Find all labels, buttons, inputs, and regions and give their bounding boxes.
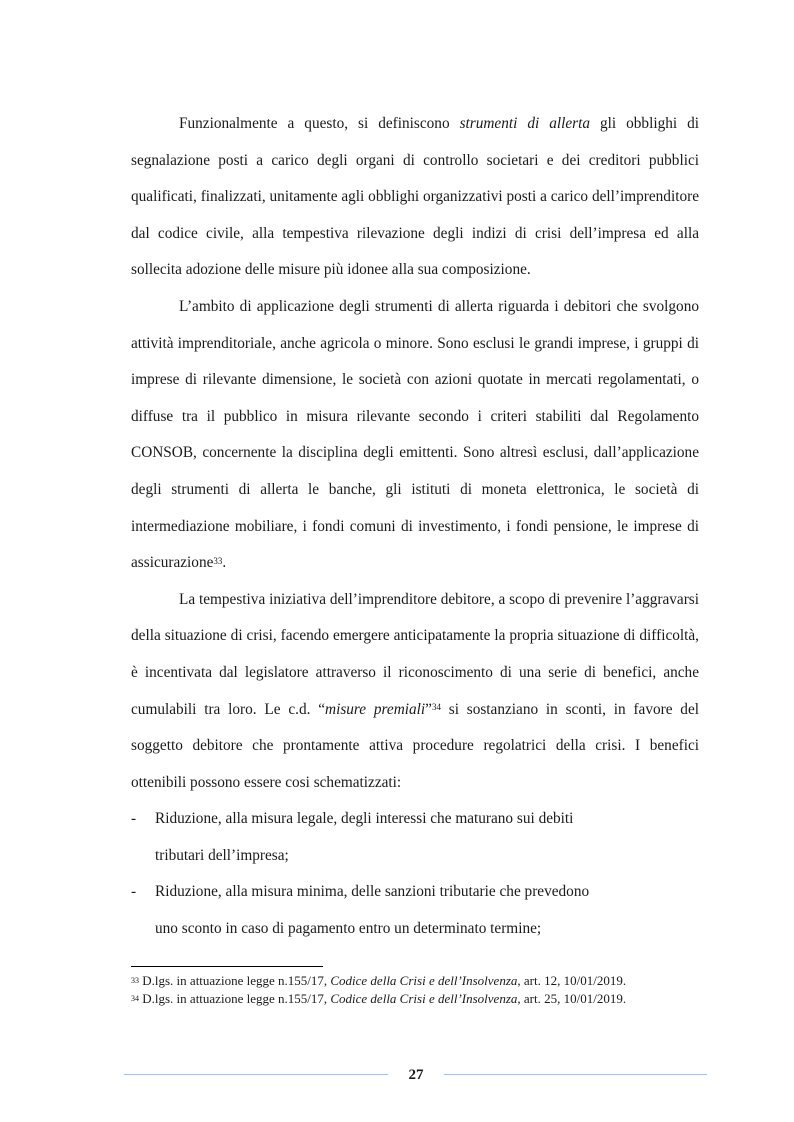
page-number: 27 <box>408 1067 424 1083</box>
dash-marker: - <box>131 883 137 901</box>
footnote-ref-33[interactable]: 33 <box>213 555 223 566</box>
footnote-33: $^{33}$ D.lgs. in attuazione legge n.155/17, Codice della Crisi e dell’Insolvenza, art. 12, 10/01/2019. <box>131 973 627 988</box>
paragraph-3: La tempestiva iniziativa dell’imprenditore debitore, a scopo di prevenire l’aggravarsi della situazione di crisi, facendo emergere anticipatamente la propria situazione di difficoltà, è incentivata dal legislatore attraverso il riconoscimento di una serie di benefici, anche cumulabili tra loro. Le c.d. “misure premiali”$^{34}$ si sostanziano in sconti, in favore del soggetto debitore che prontamente attiva procedure regolatrici della crisi. I benefici ottenibili possono essere cosi schematizzati: <box>131 590 699 791</box>
body-text <box>131 106 699 948</box>
footnotes <box>131 972 699 1008</box>
footer-rule-right <box>444 1074 707 1075</box>
footnote-34: $^{34}$ D.lgs. in attuazione legge n.155/17, Codice della Crisi e dell’Insolvenza, art. 25, 10/01/2019. <box>131 991 627 1006</box>
list-item: - Riduzione, alla misura minima, delle sanzioni tributarie che prevedono uno sconto in caso di pagamento entro un determinato termine; <box>131 874 699 947</box>
list-item: - Riduzione, alla misura legale, degli interessi che maturano sui debiti tributari dell’impresa; <box>131 801 699 874</box>
dash-marker: - <box>131 810 137 828</box>
paragraph-1: Funzionalmente a questo, si definiscono strumenti di allerta gli obblighi di segnalazione posti a carico degli organi di controllo societari e dei creditori pubblici qualificati, finalizzati, unitamente agli obblighi organizzativi posti a carico dell’imprenditore dal codice civile, alla tempestiva rilevazione degli indizi di crisi dell’impresa ed alla sollecita adozione delle misure più idonee alla sua composizione. <box>131 115 699 279</box>
footnote-separator <box>131 966 323 967</box>
paragraph-2: L’ambito di applicazione degli strumenti di allerta riguarda i debitori che svolgono attività imprenditoriale, anche agricola o minore. Sono esclusi le grandi imprese, i gruppi di imprese di rilevante dimensione, le società con azioni quotate in mercati regolamentati, o diffuse tra il pubblico in misura rilevante secondo i criteri stabiliti dal Regolamento CONSOB, concernente la disciplina degli emittenti. Sono altresì esclusi, dall’applicazione degli strumenti di allerta le banche, gli istituti di moneta elettronica, le società di intermediazione mobiliare, i fondi comuni di investimento, i fondi pensione, le imprese di assicurazione$^{33}$. <box>131 297 699 572</box>
footer-rule-left <box>124 1074 388 1075</box>
footnote-ref-34[interactable]: 34 <box>431 702 441 713</box>
page-footer <box>124 1063 707 1087</box>
